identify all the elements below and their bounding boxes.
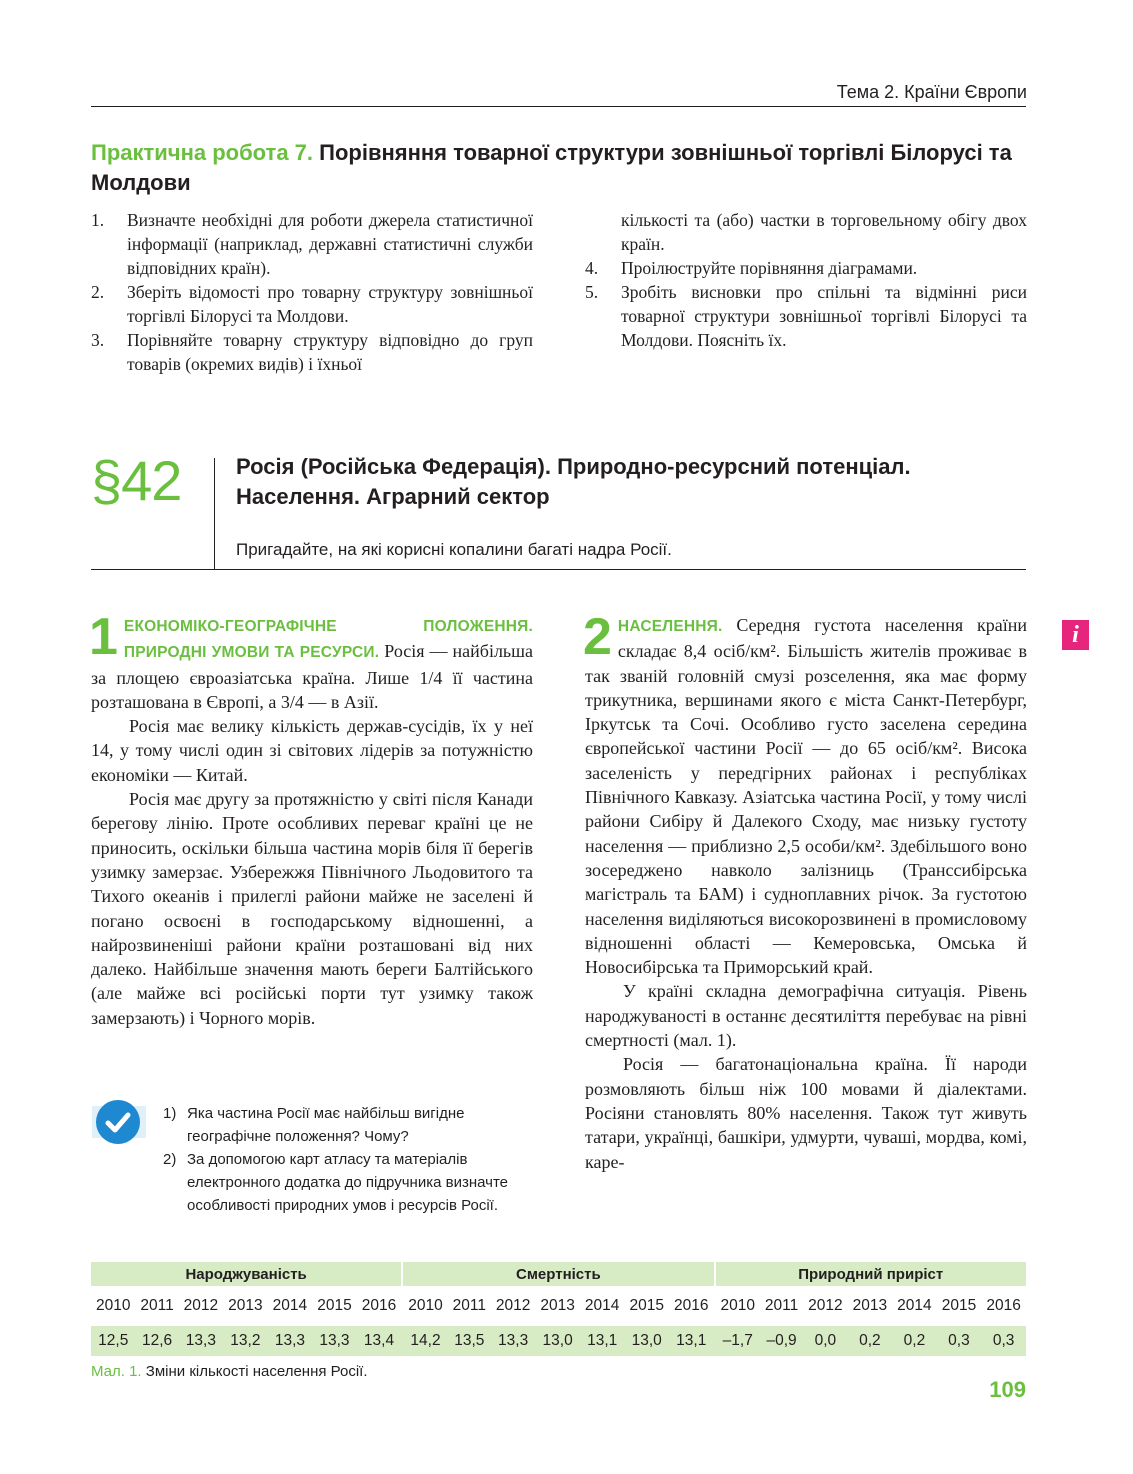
item-number: 4. — [585, 258, 599, 278]
table-cell: 2010 — [720, 1297, 755, 1314]
right-column — [583, 608, 1028, 1174]
question — [163, 1148, 535, 1217]
table-cell: 2015 — [941, 1297, 977, 1314]
table-cell: 13,4 — [357, 1326, 402, 1356]
table-cell: 13,0 — [535, 1326, 580, 1356]
table-cell: 13,3 — [491, 1326, 536, 1356]
table-cell: 2015 — [317, 1297, 352, 1314]
item-text: Зберіть відомості про товарну структуру зовнішньої торгівлі Білорусі та Молдови. — [127, 282, 533, 326]
info-icon: i — [1062, 620, 1089, 650]
question-number: 2) — [163, 1151, 177, 1168]
table-cell: 13,1 — [580, 1326, 625, 1356]
table-cell: 12,6 — [136, 1326, 179, 1356]
table-cell: 12,5 — [91, 1326, 136, 1356]
table-cell: 2014 — [584, 1297, 620, 1314]
section-rule — [91, 569, 1026, 570]
table-cell: 2012 — [183, 1297, 219, 1314]
population-table — [91, 1262, 1026, 1356]
header-rule — [91, 106, 1026, 107]
practical-list-left — [91, 208, 533, 376]
table-cell: 2012 — [495, 1297, 531, 1314]
list-item-continuation: кількості та (або) частки в торговельному обігу двох країн. — [621, 210, 1027, 254]
table-cell: 13,3 — [268, 1326, 313, 1356]
item-text: Зробіть висновки про спільні та відмінні риси товарної структури зовнішньої торгівлі Білорусі та Молдови. Поясніть їх. — [621, 282, 1027, 350]
item-text: Проілюструйте порівняння діаграмами. — [621, 258, 918, 278]
item-number: 1. — [91, 210, 105, 230]
table-cell: 13,2 — [223, 1326, 268, 1356]
list-item — [585, 280, 1027, 352]
section-number: §42 — [91, 449, 182, 512]
subsection-number: 1 — [89, 608, 118, 666]
table-cell: 0,3 — [981, 1326, 1026, 1356]
table-cell: 13,3 — [312, 1326, 357, 1356]
table-cell: 2016 — [361, 1297, 397, 1314]
figure-caption — [91, 1363, 368, 1380]
table-cell: 2013 — [852, 1297, 888, 1314]
item-number: 2. — [91, 282, 105, 302]
item-number: 3. — [91, 330, 105, 350]
table-cell: 13,3 — [179, 1326, 224, 1356]
questions — [163, 1102, 535, 1217]
paragraph: Росія має велику кількість держав-сусідів, їх у неї 14, у тому числі один зі світових лідерів за потужністю економіки — Китай. — [91, 716, 533, 785]
table-cell: 2016 — [673, 1297, 709, 1314]
values-row — [91, 1326, 1026, 1356]
caption-label: Мал. 1. — [91, 1363, 142, 1380]
page-number: 109 — [989, 1377, 1026, 1402]
table-cell: 0,2 — [892, 1326, 937, 1356]
check-icon — [92, 1100, 146, 1144]
table-cell: 2012 — [808, 1297, 843, 1314]
table-cell: 13,5 — [448, 1326, 491, 1356]
table-cell: 2014 — [897, 1297, 932, 1314]
caption-text: Зміни кількості населення Росії. — [145, 1363, 368, 1380]
group-header: Народжуваність — [91, 1262, 401, 1286]
section-divider — [214, 458, 215, 570]
table-cell: 13,1 — [669, 1326, 714, 1356]
practical-title — [91, 138, 1031, 198]
group-header: Природний приріст — [716, 1262, 1027, 1286]
table-cell: 0,3 — [937, 1326, 982, 1356]
question-number: 1) — [163, 1105, 177, 1122]
left-column — [89, 608, 533, 1030]
paragraph: Росія — багатонаціональна країна. Її народи розмовляють більш ніж 100 мовами й діалектами. Росіяни становлять 80% населення. Також тут живуть татари, українці, башкіри, удмурти, чуваші, мордва, комі, каре- — [585, 1054, 1027, 1172]
list-item — [91, 208, 533, 280]
subsection-number: 2 — [583, 608, 612, 666]
table-cell: 2015 — [629, 1297, 664, 1314]
header-title: Тема 2. Країни Європи — [836, 82, 1027, 102]
item-text: Порівняйте товарну структуру відповідно до груп товарів (окремих видів) і їхньої — [127, 330, 533, 374]
practical-list-right — [585, 208, 1027, 352]
table-cell: 2013 — [540, 1297, 575, 1314]
item-number: 5. — [585, 282, 599, 302]
list-item — [91, 328, 533, 376]
group-header: Смертність — [403, 1262, 713, 1286]
table-cell: 0,2 — [848, 1326, 893, 1356]
table-cell: 2014 — [272, 1297, 308, 1314]
question-text: Яка частина Росії має найбільш вигідне географічне положення? Чому? — [187, 1105, 465, 1145]
table-cell: 14,2 — [403, 1326, 448, 1356]
table-cell: 2013 — [228, 1297, 263, 1314]
paragraph: Росія — найбільша за площею євроазіатська країна. Лише 1/4 її частина розташована в Європі, а 3/4 — в Азії. — [91, 641, 533, 712]
list-item — [91, 280, 533, 328]
table-cell: 2010 — [96, 1297, 131, 1314]
table-cell: 13,0 — [624, 1326, 669, 1356]
table-cell: 2011 — [452, 1297, 486, 1314]
years-row — [91, 1286, 1026, 1326]
subsection-heading: ЕКОНОМІКО-ГЕОГРАФІЧНЕ ПОЛОЖЕННЯ. ПРИРОДНІ УМОВИ ТА РЕСУРСИ. — [123, 618, 533, 662]
table-cell: 2011 — [140, 1297, 174, 1314]
table-cell: –1,7 — [716, 1326, 761, 1356]
paragraph: У країні складна демографічна ситуація. Рівень народжуваності в останнє десятиліття перебуває на рівні смертності (мал. 1). — [585, 981, 1027, 1051]
practical-heading: Порівняння товарної структури зовнішньої торгівлі Білорусі та Молдови — [91, 140, 1012, 195]
table-cell: 2011 — [764, 1297, 799, 1314]
section-recall: Пригадайте, на які корисні копалини багаті надра Росії. — [236, 540, 672, 559]
subsection-heading: НАСЕЛЕННЯ. — [617, 618, 723, 635]
list-item — [585, 256, 1027, 280]
table-cell: 2010 — [408, 1297, 443, 1314]
question — [163, 1102, 535, 1148]
item-text: Визначте необхідні для роботи джерела статистичної інформації (наприклад, державні статистичні служби відповідних країн). — [127, 210, 533, 278]
paragraph: Росія має другу за протяжністю у світі після Канади берегову лінію. Проте особливих переваг країні це не приносить, оскільки більша частина морів біля її берегів узимку замерзає. Узбережжя Північного Льодовитого та Тихого океанів і прилеглі райони майже не заселені й погано освоєні в господарському відношенні, а найрозвиненіші райони країни розташовані від них далеко. Найбільше значення мають береги Балтійського (але майже всі російські порти тут узимку також замерзають) і Чорного морів. — [91, 789, 533, 1028]
table-cell: 2016 — [986, 1297, 1021, 1314]
table-cell: 0,0 — [803, 1326, 848, 1356]
practical-label: Практична робота 7. — [91, 140, 314, 165]
question-text: За допомогою карт атласу та матеріалів електронного додатка до підручника визначте особливості природних умов і ресурсів Росії. — [187, 1151, 508, 1214]
table-cell: –0,9 — [760, 1326, 803, 1356]
paragraph: Середня густота населення країни складає 8,4 осіб/км². Більшість жителів проживає в так званій головній смузі розселення, яка має форму трикутника, вершинами якого є міста Санкт-Петербург, Іркутськ та Сочі. Особливо густо заселена середина європейської частини Росії — до 65 осіб/км². Висока заселеність у передгірних районах і республіках Північного Кавказу. Азіатська частина Росії, у тому числі райони Сибіру й Далекого Сходу, має низьку густоту населення — приблизно 2,5 особи/км². Здебільшого воно зосереджено навколо залізниць (Транссибірська магістраль та БАМ) і судноплавних річок. За густотою населення виділяються високорозвинені в промисловому відношенні області — Кемеровська, Омська й Новосибірська та Приморський край. — [585, 615, 1028, 978]
section-title: Росія (Російська Федерація). Природно-ресурсний потенціал. Населення. Аграрний сектор — [236, 454, 911, 509]
